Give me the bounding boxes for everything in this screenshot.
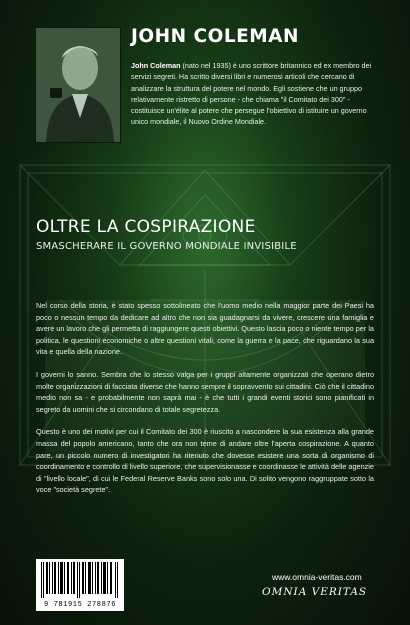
bio-author-name: John Coleman	[131, 61, 181, 70]
isbn-barcode	[36, 559, 124, 611]
book-subtitle: SMASCHERARE IL GOVERNO MONDIALE INVISIBILE	[36, 241, 297, 252]
blurb	[36, 300, 374, 507]
bio-text: (nato nel 1935) è uno scrittore britannico ed ex membro dei servizi segreti. Ha scritto diversi libri e numerosi articoli che cercano di analizzare la struttura del potere nel mondo. Egli sostiene che un gruppo relativamente ristretto di persone - che chiama "il Comitato dei 300" - costituisce un'élite al potere che persegue l'obiettivo di istituire un governo unico mondiale, il Nuovo Ordine Mondiale.	[131, 61, 372, 127]
barcode-bars	[41, 562, 119, 598]
publisher-url[interactable]: www.omnia-veritas.com	[272, 572, 362, 582]
isbn-number: 9 781915 278876	[43, 601, 116, 609]
author-name: JOHN COLEMAN	[131, 26, 299, 47]
author-portrait	[35, 27, 121, 143]
author-bio	[131, 60, 377, 128]
publisher-logo: OMNIA VERITAS	[262, 586, 368, 598]
book-title: OLTRE LA COSPIRAZIONE	[36, 217, 256, 237]
blurb-paragraph: I governi lo sanno. Sembra che lo stesso valga per i gruppi altamente organizzati che operano dietro molte organizzazioni di facciata diverse che hanno sempre il sopravvento sui cittadini. Ciò che il cittadino medio non sa - e probabilmente non saprà mai - è che tutti i grandi eventi storici sono pianificati in segreto da uomini che si circondano di totale segretezza.	[36, 369, 374, 414]
blurb-paragraph: Nel corso della storia, è stato spesso sottolineato che l'uomo medio nella maggior parte dei Paesi ha poco o nessun tempo da dedicare ad altro che non sia guadagnarsi da vivere, crescere una famiglia e avere un lavoro che gli permetta di raggiungere questi obiettivi. Questo lascia poco o niente tempo per la politica, le questioni economiche o altre questioni vitali, come la guerra e la pace, che riguardano la sua vita e quella della nazione.	[36, 301, 374, 357]
blurb-paragraph: Questo è uno dei motivi per cui il Comitato dei 300 è riuscito a nascondere la sua esistenza alla grande massa del popolo americano, tanto che ora non teme di andare oltre l'aperta cospirazione. A quanto pare, un piccolo numero di investigatori ha ritenuto che dovesse esistere una sorta di organismo di coordinamento e controllo di livello superiore, che supervisionasse e coordinasse le attività delle agenzie di "livello locale", di cui le Federal Reserve Banks sono solo una. Di solito vengono raggruppate sotto la voce "società segrete".	[36, 427, 374, 495]
